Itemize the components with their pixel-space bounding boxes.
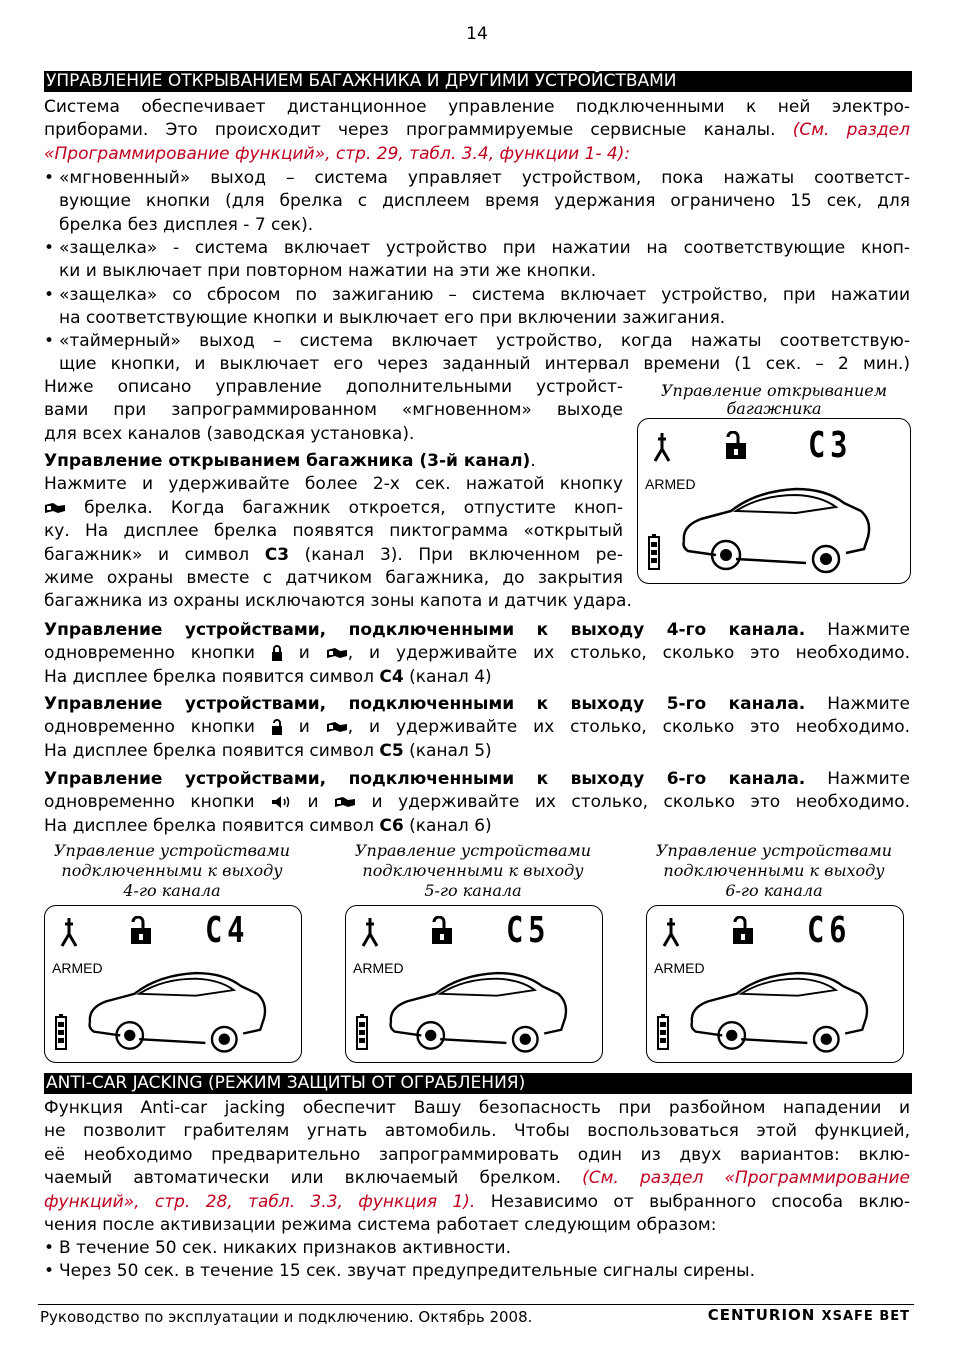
trunk-block: Управление открыванием багажника (3-й канал). Нажмите и удерживайте более 2-х сек. нажатой кнопку брелка. Когда багажник откроется, отпустите кноп- ку. На дисплее брелка появятся пиктограмма «открытый багажник» и символ C3 (канал 3). При включенном ре- жиме охраны вместе с датчиком багажника, до закрытия — [44, 451, 623, 589]
channel-6-block: Управление устройствами, подключенными к выходу 6-го канала. Нажмите одновременно кнопки и и удерживайте их столько, сколько это необходимо. На дисплее брелка появится символ C6 (канал 6) — [44, 769, 910, 836]
battery-icon — [356, 1014, 368, 1050]
sound-button-icon — [270, 795, 292, 809]
lock-icon — [724, 431, 748, 461]
antenna-icon — [59, 916, 79, 948]
segment-display: C4 — [205, 910, 250, 951]
trunk-display — [637, 418, 911, 584]
bullet-latch-ignition: • «защелка» со сбросом по зажиганию – система включает устройство, при нажатии на соответствующие кнопки и выключает его при включении зажигания. — [44, 285, 910, 329]
bullet-timer: • «таймерный» выход – система включает устройство, когда нажаты соответствую- щие кнопки, и выключает его через заданный интервал времени (1 сек. – 2 мин.) — [44, 331, 910, 375]
armed-label: ARMED — [645, 476, 696, 492]
car-icon — [681, 956, 877, 1060]
segment-display: C3 — [808, 425, 853, 466]
anticar-bullet-2: • Через 50 сек. в течение 15 сек. звучат предупредительные сигналы сирены. — [44, 1261, 755, 1281]
intro-line-2: приборами. Это происходит через программируемые сервисные каналы. (См. раздел — [44, 120, 910, 140]
below-text: Ниже описано управление дополнительными устройст- вами при запрограммированном «мгновенном» выходе для всех каналов (заводская установка). — [44, 377, 623, 444]
channel-5-block: Управление устройствами, подключенными к выходу 5-го канала. Нажмите одновременно кнопки и , и удерживайте их столько, сколько это необходимо. На дисплее брелка появится символ C5 (канал 5) — [44, 694, 911, 761]
battery-icon — [648, 534, 660, 570]
armed-label: ARMED — [52, 960, 103, 976]
trunk-button-icon — [326, 646, 348, 660]
footer-brand: CENTURION XSAFE BET — [707, 1306, 910, 1324]
lock-icon — [731, 916, 755, 946]
caption-ch4: Управление устройствами подключенными к выходу 4-го канала — [53, 841, 291, 900]
trunk-button-icon — [326, 720, 348, 734]
caption-ch6: Управление устройствами подключенными к выходу 6-го канала — [655, 841, 893, 900]
antenna-icon — [661, 916, 681, 948]
segment-display: C6 — [807, 910, 852, 951]
intro-line-1: Система обеспечивает дистанционное управление подключенными к ней электро- — [44, 97, 910, 117]
display-ch4 — [44, 905, 302, 1063]
section-header: УПРАВЛЕНИЕ ОТКРЫВАНИЕМ БАГАЖНИКА И ДРУГИМИ УСТРОЙСТВАМИ — [44, 71, 912, 92]
trunk-last-line: багажника из охраны исключаются зоны капота и датчик удара. — [44, 591, 632, 611]
battery-icon — [657, 1014, 669, 1050]
anticar-bullet-1: • В течение 50 сек. никаких признаков активности. — [44, 1238, 511, 1258]
intro-ref: «Программирование функций», стр. 29, табл. 3.4, функции 1- 4): — [44, 144, 631, 164]
anticar-text: Функция Anti-car jacking обеспечит Вашу безопасность при разбойном нападении и не позволит грабителям угнать автомобиль. Чтобы воспользоваться этой функцией, её необходимо предварительно запрограммировать один из двух вариантов: вклю- чаемый автоматически или включаемый брелком. (См. раздел «Программирование функций», стр. 28, табл. 3.3, функция 1). Независимо от выбранного способа вклю- чения после активизации режима система работает следующим образом: — [44, 1098, 911, 1236]
channel-4-block: Управление устройствами, подключенными к выходу 4-го канала. Нажмите одновременно кнопки и , и удерживайте их столько, сколько это необходимо. На дисплее брелка появится символ C4 (канал 4) — [44, 620, 911, 687]
antenna-icon — [652, 431, 672, 463]
footer-divider — [38, 1304, 914, 1305]
lock-button-icon — [271, 645, 283, 661]
lock-icon — [430, 916, 454, 946]
unlock-button-icon — [271, 719, 283, 735]
car-icon — [676, 471, 876, 581]
trunk-button-icon — [44, 501, 66, 515]
bullet-instant: • «мгновенный» выход – система управляет устройством, пока нажаты соответст- вующие кнопки (для брелка с дисплеем время удержания ограничено 15 сек, для брелка без дисплея - 7 сек). — [44, 168, 910, 235]
armed-label: ARMED — [654, 960, 705, 976]
lock-icon — [129, 916, 153, 946]
section-header-anticar: ANTI-CAR JACKING (РЕЖИМ ЗАЩИТЫ ОТ ОГРАБЛЕНИЯ) — [44, 1073, 912, 1094]
caption-ch5: Управление устройствами подключенными к выходу 5-го канала — [354, 841, 592, 900]
page-number: 14 — [466, 24, 488, 44]
battery-icon — [55, 1014, 67, 1050]
car-icon — [79, 956, 275, 1060]
display-ch6 — [646, 905, 904, 1063]
antenna-icon — [360, 916, 380, 948]
bullet-latch: • «защелка» - система включает устройство при нажатии на соответствующие кноп- ки и выключает при повторном нажатии на эти же кнопки. — [44, 238, 910, 282]
segment-display: C5 — [506, 910, 551, 951]
trunk-caption: Управление открыванием багажника — [660, 381, 888, 418]
footer-text: Руководство по эксплуатации и подключению. Октябрь 2008. — [40, 1308, 533, 1326]
armed-label: ARMED — [353, 960, 404, 976]
car-icon — [380, 956, 576, 1060]
display-ch5 — [345, 905, 603, 1063]
trunk-button-icon — [334, 795, 356, 809]
